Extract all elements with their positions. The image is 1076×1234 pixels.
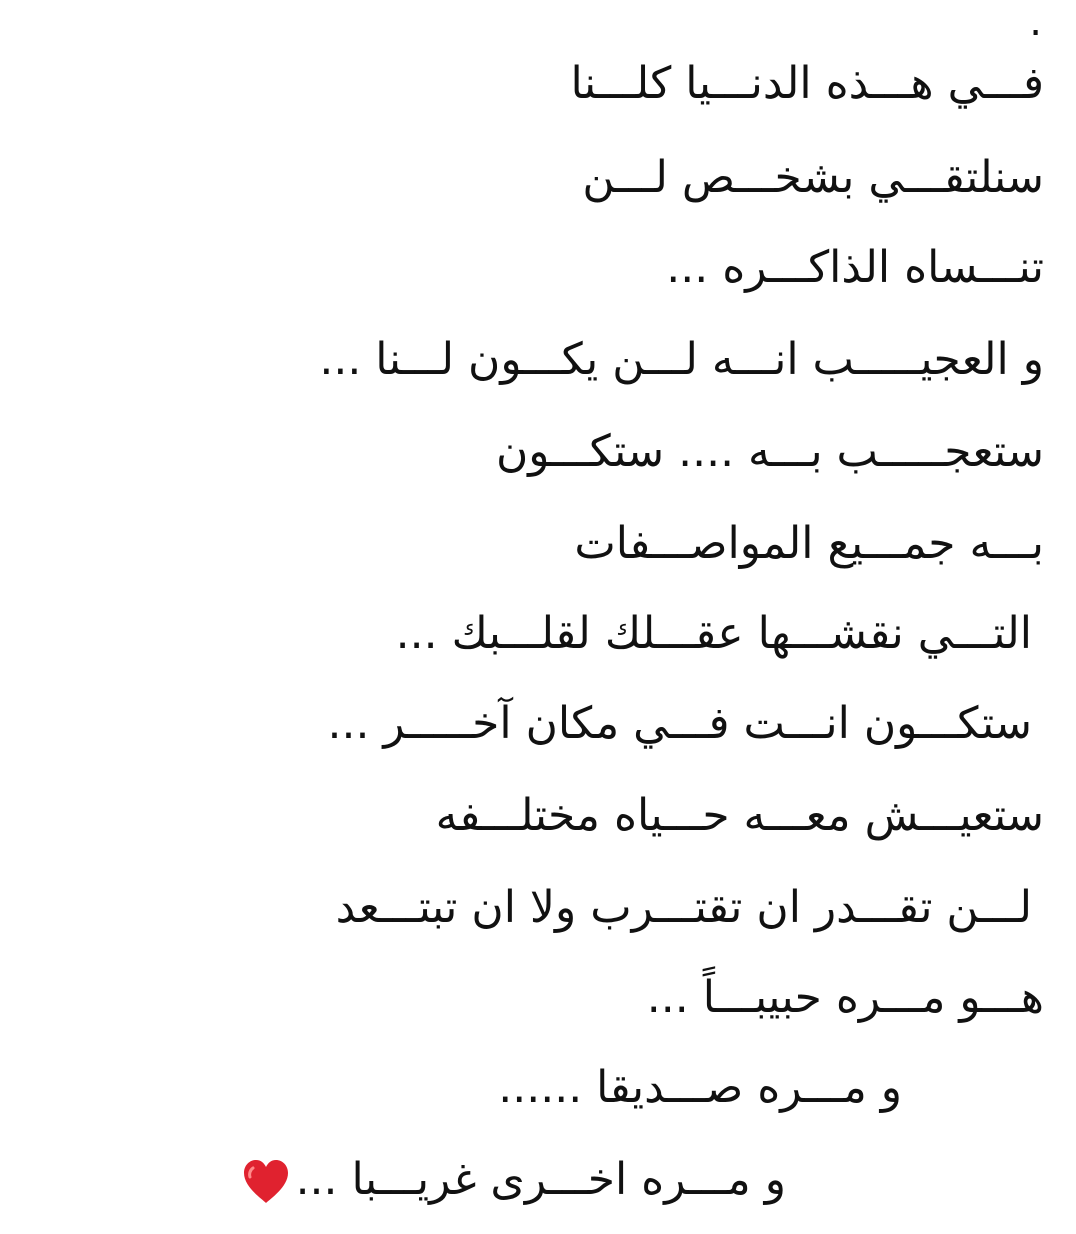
poem-line-10: لـــن تقـــدر ان تقتـــرب ولا ان تبتـــعد bbox=[335, 882, 1032, 933]
poem-line-13-text: و مـــره اخـــرى غريـــبا ... bbox=[295, 1154, 786, 1205]
poem-line-1: فـــي هـــذه الدنـــيا كلـــنا bbox=[570, 58, 1044, 109]
poem-line-4: و العجيـــــب انـــه لـــن يكـــون لـــنا ... bbox=[319, 334, 1044, 385]
poem-line-13 bbox=[240, 1150, 786, 1210]
poem-line-3: تنـــساه الذاكـــره ... bbox=[666, 242, 1044, 293]
poem-line-12: و مـــره صـــديقا ...... bbox=[498, 1062, 902, 1113]
poem-line-6: بـــه جمـــيع المواصـــفات bbox=[574, 518, 1044, 569]
poem-line-7: التـــي نقشـــها عقـــلك لقلـــبك ... bbox=[395, 608, 1032, 659]
leading-dot: . bbox=[1029, 0, 1042, 45]
poem-line-5: ستعجـــــب بـــه .... ستكـــون bbox=[495, 426, 1044, 477]
poem-line-9: ستعيـــش معـــه حـــياه مختلـــفه bbox=[435, 790, 1044, 841]
poem-line-8: ستكـــون انـــت فـــي مكان آخـــــر ... bbox=[327, 698, 1032, 749]
poem-line-11: هـــو مـــره حبيبـــاً ... bbox=[646, 972, 1044, 1023]
poem-line-2: سنلتقـــي بشخـــص لـــن bbox=[582, 152, 1044, 203]
red-heart-icon bbox=[240, 1156, 292, 1208]
